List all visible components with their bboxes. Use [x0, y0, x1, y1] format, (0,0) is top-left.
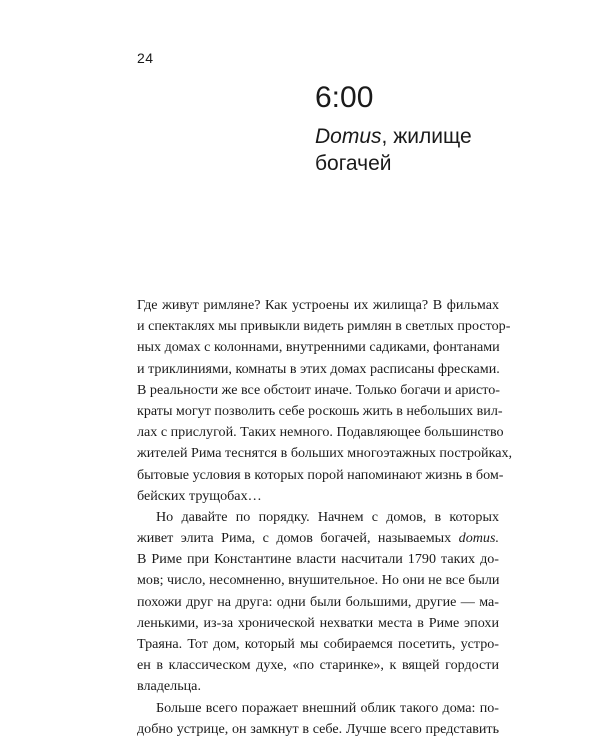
text-line: лах с прислугой. Таких немного. Подавляющее большинство — [137, 424, 504, 441]
text-line: добно устрице, он замкнут в себе. Лучше всего представить — [137, 720, 499, 737]
text-line: жителей Рима теснятся в больших многоэтажных постройках, — [137, 445, 513, 462]
text-line: Но давайте по порядку. Начнем с домов, в которых — [156, 508, 499, 525]
text-line: владельца. — [137, 678, 201, 695]
text-line: ленькими, из-за хронической нехватки места в Риме эпохи — [137, 614, 499, 631]
chapter-time: 6:00 — [315, 81, 374, 114]
text-line: В Риме при Константине власти насчитали 1790 таких до- — [137, 551, 499, 568]
text-line: Больше всего поражает внешний облик такого дома: по- — [156, 699, 499, 716]
text-line: ен в классическом духе, «по старинке», к вящей гордости — [137, 657, 499, 674]
chapter-title-italic: Domus — [315, 125, 382, 148]
text-line: бейских трущобах… — [137, 487, 262, 504]
text-line: похожи друг на друга: одни были большими, другие — ма- — [137, 593, 499, 610]
body-text — [137, 295, 513, 740]
text-line: и триклиниями, комнаты в этих домах расписаны фресками. — [137, 360, 500, 377]
text-line-with-italic — [137, 528, 499, 549]
text-line: и спектаклях мы привыкли видеть римлян в светлых простор- — [137, 318, 511, 335]
text-line: Где живут римляне? Как устроены их жилища? В фильмах — [137, 297, 499, 313]
text-fragment: живет элита Рима, с домов богачей, называемых — [137, 530, 452, 547]
chapter-title-rest: , жилище богачей — [315, 125, 472, 175]
page-number: 24 — [137, 50, 154, 66]
chapter-title — [315, 123, 515, 177]
text-line: мов; число, несомненно, внушительное. Но они не все были — [137, 572, 500, 589]
text-line: краты могут позволить себе роскошь жить в небольших вил- — [137, 402, 503, 419]
text-line: В реальности же все обстоит иначе. Только богачи и аристо- — [137, 381, 500, 398]
text-line: Траяна. Тот дом, который мы собираемся посетить, устро- — [137, 636, 499, 652]
italic-term: domus. — [458, 530, 499, 547]
text-line: ных домах с колоннами, внутренними садиками, фонтанами — [137, 339, 500, 356]
text-line: бытовые условия в которых порой напоминают жизнь в бом- — [137, 466, 504, 483]
